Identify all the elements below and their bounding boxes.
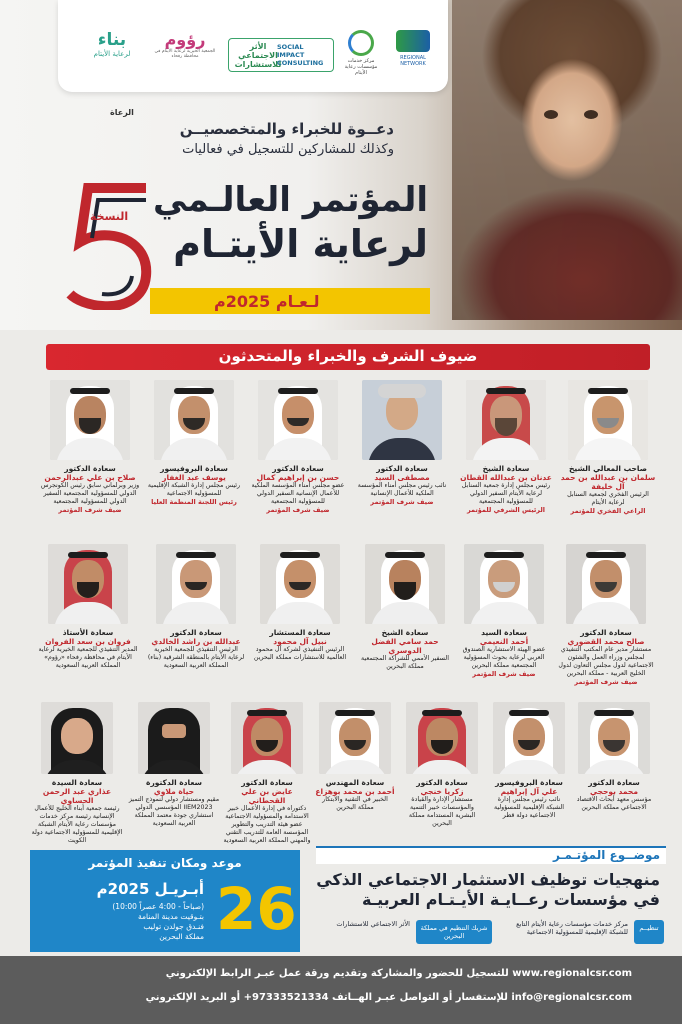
speaker-name: مصطفى السيد xyxy=(374,473,430,482)
footer-registration[interactable]: للتسجيل للحضور والمشاركة وتقديم ورقة عمل عبـر الرابط الإلكتروني www.regionalcsr.com xyxy=(165,968,632,979)
social-impact-en: SOCIAL IMPACT CONSULTING xyxy=(277,43,324,67)
organizer-main: مركز خدمات مؤسسات رعاية الأيتام التابع للشبكة الإقليمية للمسؤولية الاجتماعية xyxy=(516,920,628,936)
speaker-name: حسن بن إبراهيم كمال xyxy=(256,473,340,482)
schedule-country: مملكة البحرين xyxy=(159,932,204,941)
speaker-name: حمد سامي الفضل الدوسري xyxy=(371,637,439,655)
speaker-role: نائب رئيس مجلس إدارة الشبكة الإقليمية للمسؤولية الاجتماعية دولة قطر xyxy=(493,796,565,819)
speaker-role: رئيس مجلس إدارة جمعية السنابل لرعاية الأيتام السفير الدولي للمسؤولية المجتمعية xyxy=(461,482,551,505)
speaker-photo xyxy=(578,702,650,774)
sponsor-logos xyxy=(58,0,448,92)
child-eye xyxy=(584,110,598,119)
speaker-photo xyxy=(258,380,338,460)
speaker-card xyxy=(146,544,246,670)
speaker-card xyxy=(354,380,450,506)
speaker-card xyxy=(560,380,656,515)
speaker-photo xyxy=(156,544,236,624)
speakers-section-header xyxy=(46,344,650,370)
speaker-card xyxy=(252,544,348,662)
speaker-honorific: سعادة البروفيسور xyxy=(160,464,228,473)
speaker-honorific: سعادة الدكتور xyxy=(376,464,428,473)
schedule-timezone: بتـوقيت مدينة المنامة xyxy=(137,912,204,921)
schedule-hotel: فنـدق جولدن توليب xyxy=(143,922,204,931)
social-impact-logo xyxy=(228,38,334,72)
speaker-name: أحمد بن محمد بوهزاع xyxy=(315,787,395,796)
bana-logo-name: بناء xyxy=(97,30,127,50)
partner-label: شريك التنظيم في مملكة البحرين xyxy=(416,920,492,944)
speaker-photo xyxy=(406,702,478,774)
speaker-honorific: سعادة الشيخ xyxy=(482,464,530,473)
speakers-section-title: ضيوف الشرف والخبراء والمتحدثون xyxy=(218,347,478,365)
speaker-role: الرئيس التنفيذي للجمعية الخيرية لرعاية الأيتام بالمنطقة الشرقية (بناء) المملكة العربية السعودية xyxy=(147,646,245,669)
roaa-logo-text: الجمعية الخيرية لرعاية الأيتام في محافظة رفحاء xyxy=(154,49,216,59)
speaker-role: نائب رئيس مجلس أمناء المؤسسة الملكية للأعمال الإنسانية xyxy=(357,482,447,497)
speaker-tag: ضيف شرف المؤتمر xyxy=(58,506,122,514)
speaker-photo xyxy=(493,702,565,774)
speaker-card xyxy=(250,380,346,514)
speaker-card xyxy=(400,702,484,828)
speaker-role: الخبير في التقنية والابتكار مملكة البحرين xyxy=(322,796,388,811)
speaker-tag: ضيف شرف المؤتمر xyxy=(370,498,434,506)
topic-line-2: في مؤسسات رعــايـة الأيـتـام العربيـة xyxy=(361,890,660,909)
social-impact-ar: الأثر الاجتماعي للاستشارات xyxy=(234,42,282,69)
speaker-photo xyxy=(568,380,648,460)
speaker-role: رئيس مجلس إدارة الشبكة الإقليمية للمسؤولية الاجتماعية xyxy=(147,482,241,497)
speaker-card xyxy=(314,702,396,812)
speaker-honorific: سعادة الدكتور xyxy=(64,464,116,473)
speaker-name: محمد بوحجي xyxy=(590,787,638,796)
speaker-card xyxy=(36,544,140,670)
bana-logo xyxy=(80,30,144,58)
invitation-line-1: دعــوة للخبراء والمتخصصيــن xyxy=(179,120,394,138)
conference-year: لـعـام 2025م xyxy=(214,292,320,311)
speaker-card xyxy=(128,702,220,828)
speaker-honorific: سعادة الأستاذ xyxy=(62,628,114,637)
speaker-card xyxy=(488,702,570,820)
speaker-card xyxy=(458,380,554,514)
speaker-name: فروان بن سعد الفروان xyxy=(45,637,131,646)
speaker-honorific: سعادة السيد xyxy=(481,628,527,637)
speaker-tag: ضيف شرف المؤتمر xyxy=(574,678,638,686)
speaker-honorific: صاحب المعالي الشيخ xyxy=(569,464,647,473)
speaker-honorific: سعادة الدكتورة xyxy=(146,778,202,787)
sponsors-label: الرعاة xyxy=(110,108,134,117)
speaker-photo xyxy=(231,702,303,774)
speaker-role: وزير وبرلماني سابق رئيس الكونجرس الدولي للمسؤولية المجتمعية السفير الدولي للمسؤولية المجتمعية xyxy=(40,482,140,505)
speaker-name: علي آل إبراهيم xyxy=(500,787,558,796)
speaker-role: مستشار مدير عام المكتب التنفيذي لمجلس وزراء العمل والشئون الاجتماعية لدول مجلس التعاون لدول الخليج العربية - مملكة البحرين xyxy=(558,646,654,677)
speaker-role: عضو الهيئة الاستشارية الصندوق العربي لرعاية بحوث المسؤولية المجتمعية مملكة البحرين xyxy=(462,646,546,669)
speaker-name: يوسف عبد الغفار xyxy=(162,473,226,482)
speaker-role: الرئيس التنفيذي لشركة آل محمود العالمية للاستشارات مملكة البحرين xyxy=(253,646,347,661)
speaker-name: أحمد النعيمي xyxy=(479,637,529,646)
invitation-line-2: وكذلك للمشاركين للتسجيل في فعاليات xyxy=(182,142,394,157)
speaker-role: دكتوراه في إدارة الأعمال خبير الاستدامة والمسؤولية الاجتماعية عضو هيئة التدريب والتطوير المؤسسة العامة للتدريب التقني والمهني المملكة العربية السعودية xyxy=(223,805,311,844)
speaker-photo xyxy=(138,702,210,774)
conference-title-line-2: لرعاية الأيتـام xyxy=(173,222,428,266)
edition-label: النسخة xyxy=(90,210,129,223)
organizer-label: تنظيــم xyxy=(634,920,664,944)
roaa-logo-name: رؤوم xyxy=(164,30,206,49)
speaker-honorific: سعادة الدكتور xyxy=(416,778,468,787)
speaker-name: زكريا خنجي xyxy=(420,787,464,796)
speaker-photo xyxy=(466,380,546,460)
speaker-card xyxy=(28,702,126,845)
speaker-honorific: سعادة الدكتور xyxy=(588,778,640,787)
partner-name: الأثر الاجتماعي للاستشارات xyxy=(336,920,410,928)
schedule-label: موعد ومكان تنفيذ المؤتمر xyxy=(88,856,242,870)
speaker-role: السفير الأممي للشراكة المجتمعية مملكة البحرين xyxy=(361,655,449,670)
speaker-photo xyxy=(464,544,544,624)
speaker-photo xyxy=(41,702,113,774)
child-eye xyxy=(544,110,558,119)
speaker-name: صلاح بن علي عبدالرحمن xyxy=(44,473,136,482)
speaker-photo xyxy=(48,544,128,624)
bana-logo-text: لرعاية الأيتام xyxy=(93,50,131,58)
speaker-name: نبيل آل محمود xyxy=(273,637,327,646)
speaker-tag: الرئيس الشرفي للمؤتمر xyxy=(466,506,546,514)
speaker-photo xyxy=(362,380,442,460)
speaker-photo xyxy=(154,380,234,460)
footer xyxy=(0,956,682,1024)
orphan-center-mark-icon xyxy=(348,30,374,56)
csr-logo-text: REGIONAL NETWORK xyxy=(400,55,426,67)
speaker-photo xyxy=(50,380,130,460)
speaker-role: رئيسة جمعية أبناء الخليج للأعمال الإنسانية رئيسة مركز خدمات مؤسسات رعاية الأيتام الشبكة الإقليمية للمسؤولية الاجتماعية دولة الكويت xyxy=(31,805,123,844)
orphan-center-logo xyxy=(338,30,384,76)
speaker-photo xyxy=(260,544,340,624)
speaker-role: مؤسس معهد أبحاث الاقتصاد الاجتماعي مملكة البحرين xyxy=(576,796,652,811)
speaker-photo xyxy=(319,702,391,774)
speaker-honorific: سعادة الدكتور xyxy=(272,464,324,473)
edition-five-graphic xyxy=(66,180,154,310)
schedule-box xyxy=(30,850,300,952)
speaker-name: عدنان بن عبدالله القطان xyxy=(460,473,552,482)
speaker-card xyxy=(358,544,452,671)
speaker-card xyxy=(222,702,312,845)
speaker-honorific: سعادة البروفيسور xyxy=(495,778,563,787)
speaker-honorific: سعادة المستشار xyxy=(269,628,331,637)
footer-contact[interactable]: للإستفسار أو التواصل عبـر الهــاتف 97333521334+ أو البريد الإلكتروني info@regionalcsr.com xyxy=(145,992,632,1003)
speaker-photo xyxy=(566,544,646,624)
speaker-tag: رئيس اللجنة المنظمة العليا xyxy=(151,498,237,506)
speaker-role: المدير التنفيذي للجمعية الخيرية لرعاية الأيتام في محافظة رفحاء «رؤوم» المملكة العربية السعودية xyxy=(38,646,138,669)
speaker-honorific: سعادة الشيخ xyxy=(381,628,429,637)
schedule-time: (10:00 صباحاً - 4:00 عصراً) xyxy=(112,902,204,911)
speaker-name: عذاري عبد الرحمن الحساوي xyxy=(42,787,112,805)
speaker-name: سلمان بن عبدالله بن حمد آل خليفة xyxy=(560,473,656,491)
topic-line-1: منهجيات توظيف الاستثمار الاجتماعي الذكي xyxy=(316,870,660,889)
speaker-tag: ضيف شرف المؤتمر xyxy=(472,670,536,678)
speaker-name: عايض بن علي القحطاني xyxy=(241,787,293,805)
speaker-role: مستشار الإدارة والقيادة والمؤسسات خبير التنمية البشرية المستدامة مملكة البحرين xyxy=(408,796,476,827)
child-photo xyxy=(452,0,682,320)
organizers-strip xyxy=(318,914,664,952)
speaker-tag: ضيف شرف المؤتمر xyxy=(266,506,330,514)
speaker-card xyxy=(574,702,654,812)
speaker-role: عضو مجلس أمناء المؤسسة الملكية للأعمال الإنسانية السفير الدولي للمسؤولية المجتمعية xyxy=(251,482,345,505)
speaker-honorific: سعادة الدكتور xyxy=(170,628,222,637)
topic-label: موضــوع المؤتـمـر xyxy=(552,848,660,862)
speaker-honorific: سعادة المهندس xyxy=(325,778,385,787)
speaker-tag: الراعي الفخري للمؤتمر xyxy=(570,507,646,515)
schedule-day: 26 xyxy=(216,875,297,943)
speaker-card xyxy=(556,544,656,686)
roaa-logo xyxy=(150,30,220,59)
speaker-honorific: سعادة الدكتور xyxy=(580,628,632,637)
speaker-role: الرئيس الفخري لجمعية السنابل لرعاية الأيتام xyxy=(567,491,649,506)
speaker-card xyxy=(458,544,550,678)
speaker-name: حياة ملاوي xyxy=(153,787,195,796)
speaker-role: مقيم ومستشار دولي لنموذج التميز المؤسسي الدولي IIEM2023 استشاري جودة معتمد المملكة العربية السعودية xyxy=(128,796,220,827)
speaker-name: عبدالله بن راشد الخالدي xyxy=(151,637,241,646)
speaker-honorific: سعادة الدكتور xyxy=(241,778,293,787)
speaker-card xyxy=(146,380,242,506)
speaker-honorific: سعادة السيدة xyxy=(51,778,103,787)
speaker-card xyxy=(40,380,140,514)
orphan-center-logo-text: مركز خدمات مؤسسات رعاية الأيتام xyxy=(344,58,378,76)
schedule-month-year: أبـريـل 2025م xyxy=(96,880,204,898)
csr-mark-icon xyxy=(396,30,430,52)
csr-logo xyxy=(388,30,438,67)
speaker-photo xyxy=(365,544,445,624)
conference-title-line-1: المؤتمر العالـمي xyxy=(152,180,428,220)
speaker-name: صالح محمد القضوري xyxy=(567,637,645,646)
